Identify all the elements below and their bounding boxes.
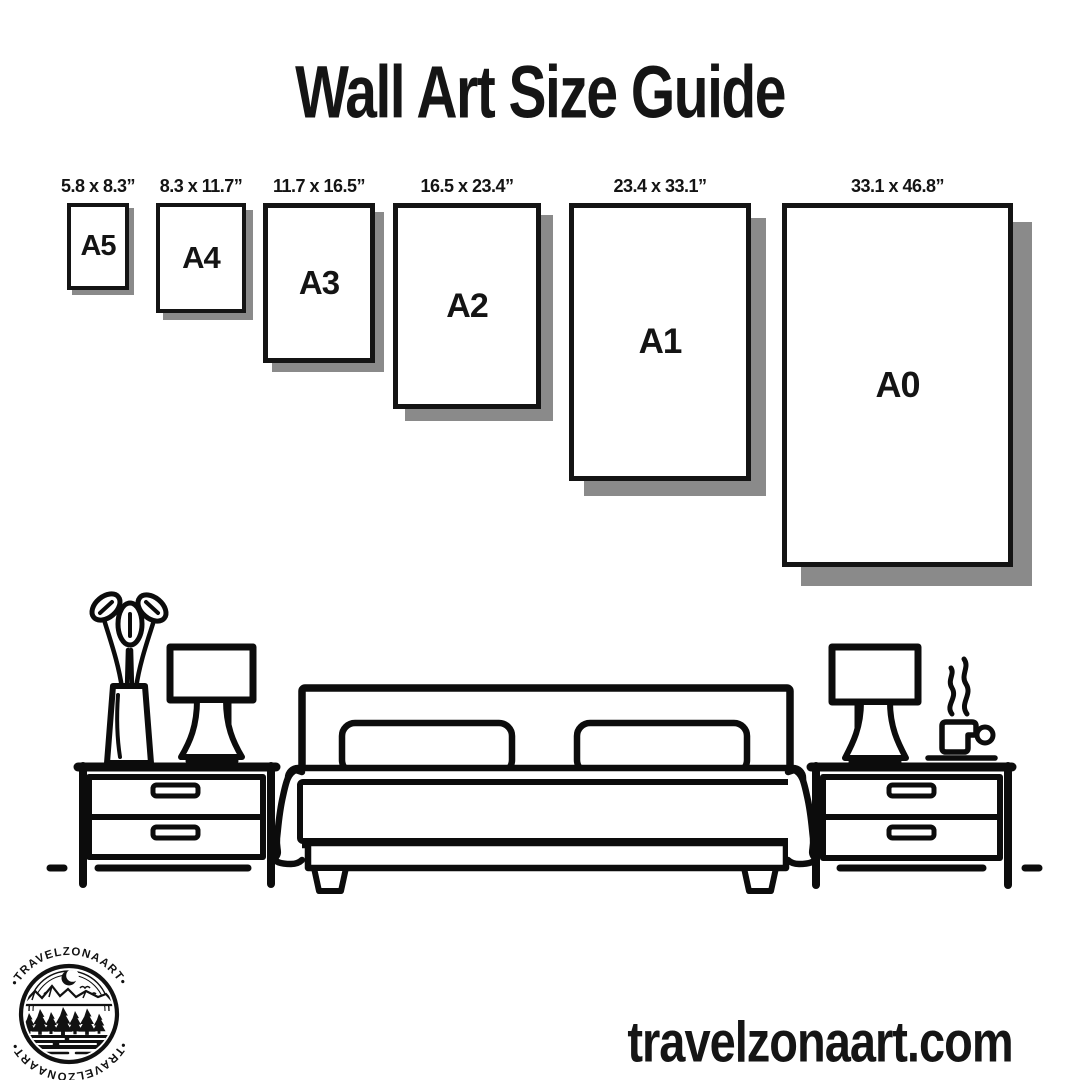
size-card-a0	[782, 176, 1013, 567]
bed-icon	[275, 688, 803, 891]
size-card-a2	[393, 176, 541, 409]
drawer-handle-icon	[153, 827, 198, 838]
drawer-handle-icon	[153, 785, 198, 796]
lamp-base	[181, 700, 242, 757]
cup-handle	[977, 727, 993, 743]
size-dimensions-label: 11.7 x 16.5”	[272, 176, 366, 196]
size-dimensions-label: 23.4 x 33.1”	[613, 176, 707, 196]
paper-size-label: A3	[298, 264, 340, 301]
steam-icon	[950, 659, 968, 714]
paper-a3	[263, 203, 375, 363]
lamp-base	[845, 702, 906, 758]
paper-a2	[393, 203, 541, 409]
paper-size-label: A4	[182, 240, 220, 275]
size-dimensions-label: 16.5 x 23.4”	[420, 176, 514, 196]
bed-leg	[744, 868, 776, 891]
size-card-a4	[156, 176, 246, 313]
mattress-front	[300, 782, 793, 841]
bedroom-scene	[30, 585, 1050, 900]
coffee-cup-icon	[928, 659, 995, 758]
size-card-a1	[569, 176, 751, 481]
lamp-shade	[832, 647, 918, 702]
brand-logo	[2, 947, 136, 1080]
bed-leg	[314, 868, 346, 891]
size-dimensions-label: 33.1 x 46.8”	[850, 176, 945, 196]
vase-icon	[107, 686, 151, 763]
website-url: travelzonaart.com	[627, 1009, 1013, 1074]
paper-a4	[156, 203, 246, 313]
page-title: Wall Art Size Guide	[295, 51, 785, 135]
paper-size-label: A5	[80, 230, 116, 262]
bed-frame	[308, 843, 786, 868]
table-lamp-left-icon	[170, 647, 253, 761]
logo-brand-text-top: •TRAVELZONAART•	[9, 947, 129, 988]
paper-a5	[67, 203, 129, 290]
drawer-handle-icon	[889, 785, 934, 796]
size-dimensions-label: 5.8 x 8.3”	[60, 176, 136, 196]
paper-a0	[782, 203, 1013, 567]
lamp-shade	[170, 647, 253, 700]
paper-size-label: A0	[875, 364, 920, 405]
plant-icon	[87, 589, 171, 763]
paper-a1	[569, 203, 751, 481]
logo-brand-text-bottom: •TRAVELZONAART•	[9, 1040, 129, 1080]
size-card-a3	[263, 176, 375, 363]
drawer-handle-icon	[889, 827, 934, 838]
cup-body	[942, 722, 976, 752]
size-dimensions-label: 8.3 x 11.7”	[159, 176, 243, 196]
table-lamp-right-icon	[832, 647, 918, 762]
blanket-drape-right	[788, 770, 815, 864]
paper-size-label: A1	[638, 322, 682, 361]
size-card-a5	[60, 176, 136, 290]
paper-size-label: A2	[446, 286, 488, 325]
